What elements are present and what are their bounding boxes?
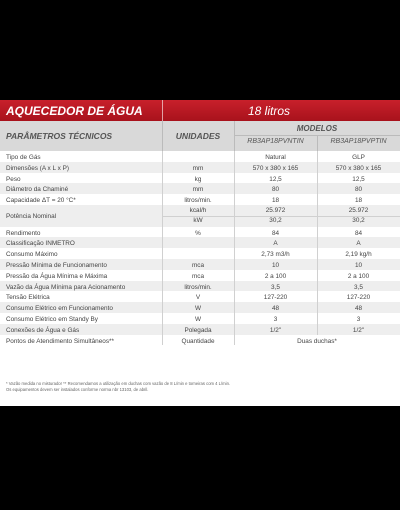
table-row	[0, 291, 400, 302]
param-label: Classificação INMETRO	[6, 240, 75, 248]
param-label: Dimensões (A x L x P)	[6, 164, 69, 172]
unit-cell: W	[194, 315, 202, 323]
model-b-value: 10	[354, 261, 363, 269]
table-row	[0, 151, 400, 162]
model-b-value: 12,5	[352, 175, 365, 183]
unit-cell: litros/min.	[184, 283, 212, 291]
spec-table-body	[0, 151, 400, 345]
model-b-value: 570 x 380 x 165	[335, 164, 382, 172]
row-subdivider	[162, 216, 400, 217]
table-row	[0, 248, 400, 259]
model-a-value: 30,2	[269, 217, 282, 225]
unit-cell: mm	[192, 164, 204, 172]
model-b-value: 80	[354, 186, 363, 194]
table-row	[0, 173, 400, 184]
models-header: MODELOS	[296, 124, 338, 133]
param-label: Pressão da Água Mínima e Máxima	[6, 272, 108, 280]
table-row	[0, 183, 400, 194]
unit-cell: litros/min.	[184, 197, 212, 205]
column-divider	[162, 248, 163, 259]
model-b-header: RB3AP18PVPTIN	[330, 138, 387, 145]
banner-divider	[162, 100, 163, 121]
header-col-divider	[234, 121, 235, 151]
model-b-value: 48	[354, 305, 363, 313]
unit-cell: %	[195, 229, 201, 237]
column-divider	[162, 151, 163, 162]
table-row	[0, 270, 400, 281]
unit-cell: W	[194, 305, 202, 313]
model-b-value: 1/2"	[352, 326, 365, 334]
model-a-value: A	[273, 240, 278, 248]
param-label: Tipo de Gás	[6, 154, 41, 161]
table-row	[0, 194, 400, 205]
model-a-value: 25.972	[265, 206, 286, 214]
model-a-value: 80	[271, 186, 280, 194]
param-label: Pressão Mínima de Funcionamento	[6, 261, 107, 269]
unit-cell: mca	[191, 261, 205, 269]
model-a-value: 3	[273, 315, 278, 323]
units-header: UNIDADES	[175, 131, 221, 141]
param-label: Rendimento	[6, 229, 41, 237]
table-row	[0, 237, 400, 248]
header-col-divider	[162, 121, 163, 151]
param-label: Peso	[6, 175, 21, 183]
unit-cell: Quantidade	[181, 337, 215, 345]
model-a-value: 12,5	[269, 175, 282, 183]
model-b-value: 3	[356, 315, 361, 323]
table-row	[0, 302, 400, 313]
model-a-value: 48	[271, 305, 280, 313]
table-row	[0, 162, 400, 173]
model-a-value: 3,5	[271, 283, 280, 291]
param-label: Conexões de Água e Gás	[6, 326, 80, 334]
model-a-value: 10	[271, 261, 280, 269]
footnote-line: Os equipamentos devem ser instalados conforme norma nbr 13103, de abril.	[6, 386, 149, 392]
param-label: Consumo Elétrico em Funcionamento	[6, 305, 113, 313]
model-b-value: 30,2	[352, 217, 365, 225]
model-a-value: 84	[271, 229, 280, 237]
param-label: Consumo Máximo	[6, 251, 58, 259]
param-label: Diâmetro da Chaminé	[6, 186, 69, 194]
model-a-header: RB3AP18PVNTIN	[247, 138, 304, 145]
footnotes	[6, 381, 396, 392]
param-label: Vazão da Água Mínima para Acionamento	[6, 283, 126, 291]
model-b-value: GLP	[352, 154, 365, 161]
column-divider	[162, 237, 163, 248]
capacity-label: 18 litros	[248, 104, 291, 118]
model-a-value: 18	[271, 197, 280, 205]
params-header: PARÂMETROS TÉCNICOS	[6, 131, 113, 141]
table-row	[0, 281, 400, 292]
table-row	[0, 205, 400, 227]
unit-cell: kcal/h	[189, 206, 207, 214]
model-b-value: 3,5	[354, 283, 363, 291]
param-label: Consumo Elétrico em Standy By	[6, 315, 98, 323]
model-a-value: 570 x 380 x 165	[252, 164, 299, 172]
model-b-value: 84	[354, 229, 363, 237]
unit-cell: V	[195, 294, 201, 302]
unit-cell: kW	[193, 217, 203, 225]
table-row	[0, 259, 400, 270]
footnote-line: * Vazão medida no misturador ** Recomendamos a utilização em duchas com vazão de 8 L/min e torneiras com 4 L/min.	[6, 381, 231, 386]
model-a-value: 1/2"	[269, 326, 282, 334]
model-a-value: 2,73 m3/h	[261, 251, 290, 259]
model-a-value: 2 a 100	[264, 272, 287, 280]
table-row	[0, 313, 400, 324]
unit-cell: Polegada	[184, 326, 212, 334]
table-row	[0, 324, 400, 335]
model-b-value: 2 a 100	[347, 272, 370, 280]
unit-cell: kg	[194, 175, 202, 183]
shared-value: Duas duchas*	[297, 337, 337, 345]
spec-sheet	[0, 100, 400, 406]
model-a-value: 127-220	[263, 294, 288, 302]
model-b-value: A	[356, 240, 361, 248]
param-label: Pontos de Atendimento Simultâneos**	[6, 337, 115, 345]
table-row	[0, 335, 400, 346]
unit-cell: mca	[191, 272, 205, 280]
model-b-value: 127-220	[346, 294, 371, 302]
model-b-value: 2,19 kg/h	[345, 251, 372, 259]
table-header	[0, 121, 400, 151]
title-banner	[0, 100, 400, 121]
unit-cell: mm	[192, 186, 204, 194]
product-title: AQUECEDOR DE ÁGUA	[6, 104, 143, 118]
param-label: Tensão Elétrica	[6, 294, 50, 302]
model-b-value: 25.972	[348, 206, 369, 214]
model-a-value: Natural	[265, 154, 286, 161]
model-b-value: 18	[354, 197, 363, 205]
param-label: Potência Nominal	[6, 212, 57, 220]
table-row	[0, 227, 400, 238]
param-label: Capacidade ΔT = 20 °C*	[6, 197, 76, 205]
